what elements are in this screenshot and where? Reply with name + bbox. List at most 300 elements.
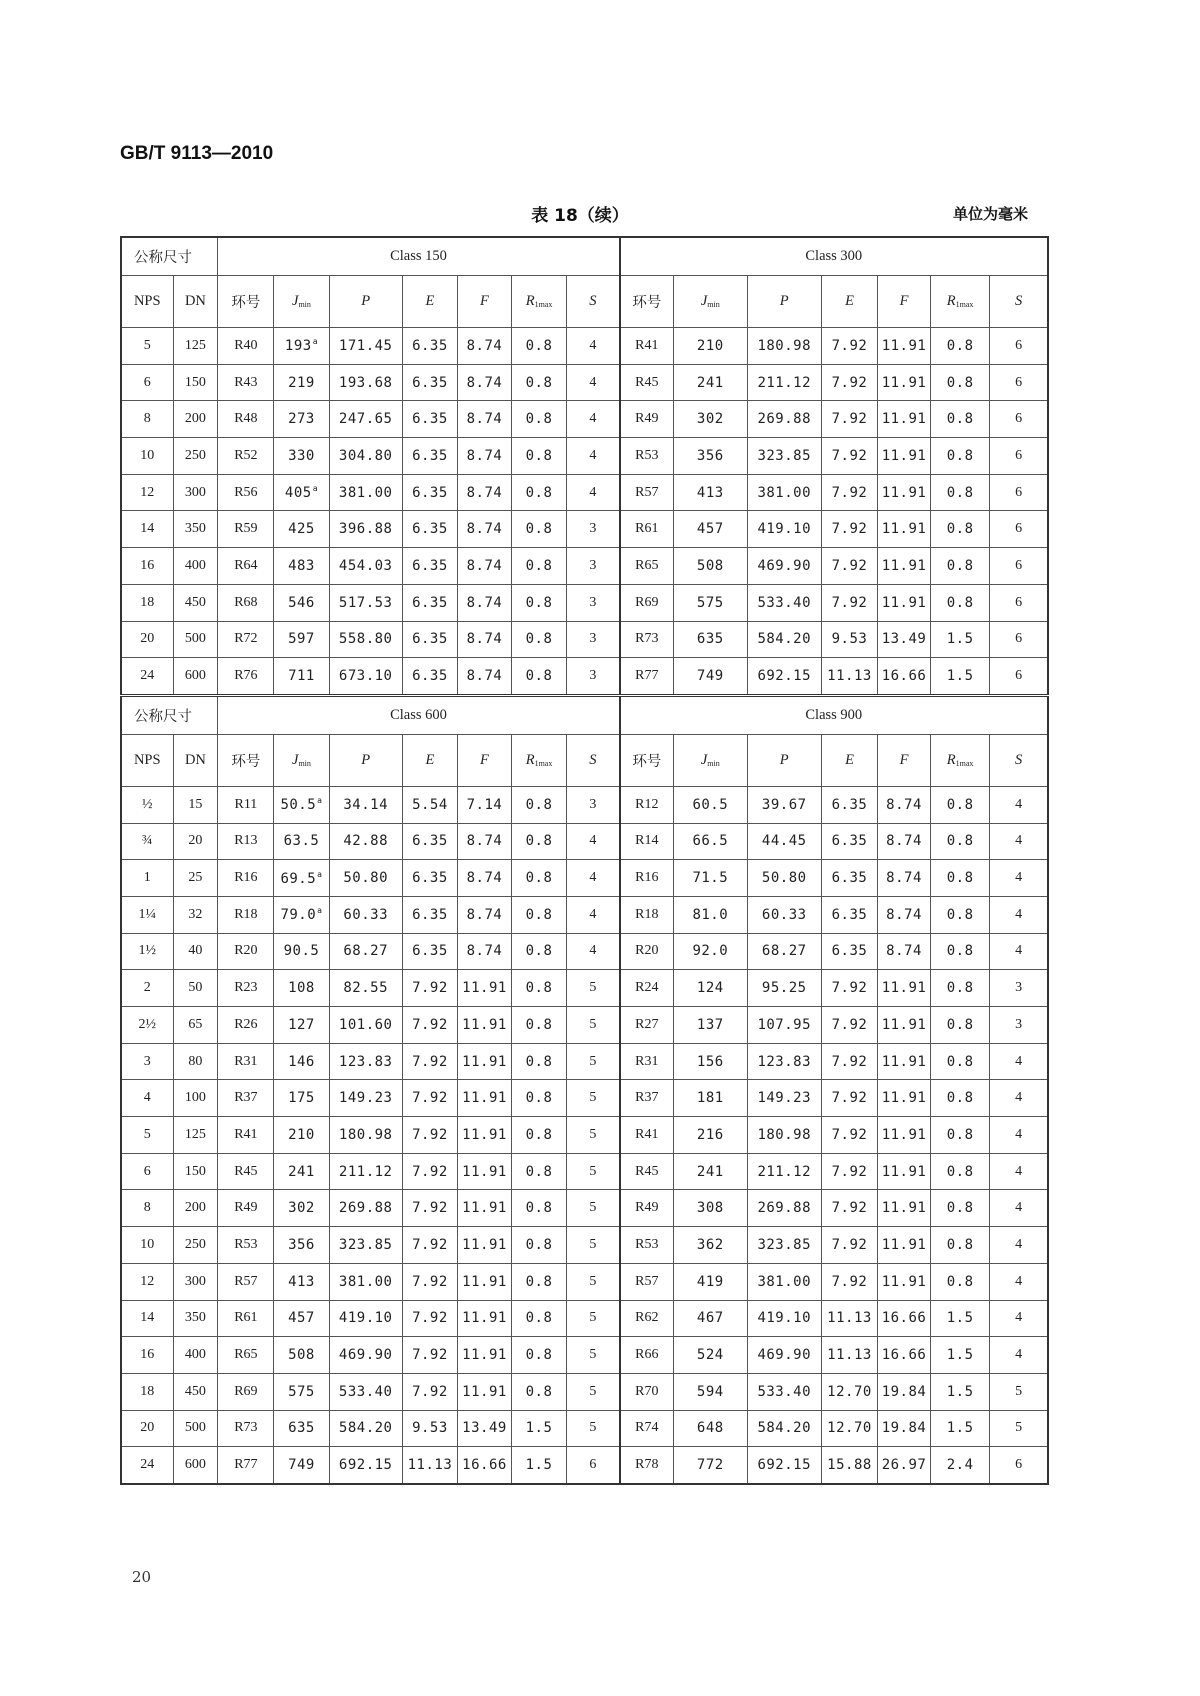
cell-s: 4 <box>990 1043 1048 1080</box>
e-header: E <box>402 276 457 328</box>
cell-s: 6 <box>990 511 1048 548</box>
cell-ring-no: R49 <box>620 401 674 438</box>
cell-jmin: 405$^a$ <box>274 474 329 511</box>
cell-f: 11.91 <box>457 970 511 1007</box>
cell-r1max: 0.8 <box>931 1007 990 1044</box>
cell-e: 6.35 <box>402 401 457 438</box>
cell-dn: 200 <box>173 1190 218 1227</box>
cell-jmin: 597 <box>274 621 329 658</box>
cell-r1max: 0.8 <box>512 511 567 548</box>
cell-r1max: 0.8 <box>512 1263 567 1300</box>
cell-ring-no: R66 <box>620 1337 674 1374</box>
cell-dn: 250 <box>173 1227 218 1264</box>
cell-f: 11.91 <box>878 1227 931 1264</box>
cell-r1max: 0.8 <box>931 860 990 897</box>
cell-s: 6 <box>990 1447 1048 1484</box>
cell-p: 269.88 <box>747 401 821 438</box>
cell-ring-no: R77 <box>218 1447 274 1484</box>
cell-e: 12.70 <box>821 1410 877 1447</box>
cell-jmin: 210 <box>674 328 747 365</box>
cell-e: 12.70 <box>821 1373 877 1410</box>
cell-ring-no: R49 <box>218 1190 274 1227</box>
cell-dn: 350 <box>173 1300 218 1337</box>
cell-e: 7.92 <box>821 438 877 475</box>
cell-r1max: 0.8 <box>931 896 990 933</box>
cell-s: 6 <box>990 438 1048 475</box>
cell-f: 7.14 <box>457 786 511 823</box>
cell-r1max: 0.8 <box>512 970 567 1007</box>
cell-dn: 15 <box>173 786 218 823</box>
cell-nps: 24 <box>121 1447 173 1484</box>
cell-e: 11.13 <box>821 658 877 696</box>
cell-ring-no: R78 <box>620 1447 674 1484</box>
cell-f: 11.91 <box>878 511 931 548</box>
cell-ring-no: R20 <box>218 933 274 970</box>
cell-p: 323.85 <box>747 438 821 475</box>
cell-ring-no: R14 <box>620 823 674 860</box>
cell-p: 180.98 <box>329 1117 402 1154</box>
cell-f: 11.91 <box>457 1300 511 1337</box>
cell-p: 50.80 <box>747 860 821 897</box>
cell-nps: 1 <box>121 860 173 897</box>
cell-ring-no: R65 <box>620 548 674 585</box>
cell-nps: 16 <box>121 1337 173 1374</box>
cell-p: 692.15 <box>747 658 821 696</box>
cell-ring-no: R77 <box>620 658 674 696</box>
cell-s: 4 <box>567 860 620 897</box>
cell-f: 8.74 <box>457 933 511 970</box>
cell-s: 4 <box>990 1190 1048 1227</box>
table-row <box>121 933 1048 970</box>
e-header: E <box>821 276 877 328</box>
cell-jmin: 749 <box>674 658 747 696</box>
cell-jmin: 60.5 <box>674 786 747 823</box>
cell-r1max: 0.8 <box>512 1043 567 1080</box>
cell-e: 6.35 <box>402 474 457 511</box>
cell-f: 8.74 <box>457 474 511 511</box>
table-row <box>121 896 1048 933</box>
cell-p: 533.40 <box>329 1373 402 1410</box>
cell-e: 6.35 <box>821 860 877 897</box>
cell-jmin: 413 <box>674 474 747 511</box>
cell-e: 7.92 <box>402 1153 457 1190</box>
cell-e: 6.35 <box>402 823 457 860</box>
cell-p: 149.23 <box>747 1080 821 1117</box>
table-row <box>121 1337 1048 1374</box>
cell-s: 3 <box>567 786 620 823</box>
cell-p: 419.10 <box>747 1300 821 1337</box>
cell-ring-no: R48 <box>218 401 274 438</box>
cell-r1max: 0.8 <box>512 548 567 585</box>
ring-no-header: 环号 <box>218 276 274 328</box>
cell-jmin: 108 <box>274 970 329 1007</box>
cell-p: 44.45 <box>747 823 821 860</box>
cell-e: 6.35 <box>821 786 877 823</box>
cell-jmin: 508 <box>274 1337 329 1374</box>
cell-f: 8.74 <box>457 401 511 438</box>
cell-jmin: 216 <box>674 1117 747 1154</box>
table-row <box>121 1007 1048 1044</box>
cell-p: 323.85 <box>747 1227 821 1264</box>
cell-s: 4 <box>990 1300 1048 1337</box>
right-class-header: Class 900 <box>620 695 1048 734</box>
cell-dn: 125 <box>173 1117 218 1154</box>
cell-s: 4 <box>567 364 620 401</box>
cell-ring-no: R69 <box>620 584 674 621</box>
cell-dn: 450 <box>173 1373 218 1410</box>
cell-p: 68.27 <box>747 933 821 970</box>
cell-e: 7.92 <box>821 1190 877 1227</box>
cell-jmin: 137 <box>674 1007 747 1044</box>
cell-nps: 8 <box>121 401 173 438</box>
cell-jmin: 81.0 <box>674 896 747 933</box>
table-row <box>121 584 1048 621</box>
cell-r1max: 0.8 <box>931 1043 990 1080</box>
cell-nps: ½ <box>121 786 173 823</box>
cell-s: 6 <box>990 401 1048 438</box>
cell-dn: 25 <box>173 860 218 897</box>
cell-s: 4 <box>567 823 620 860</box>
cell-nps: 18 <box>121 584 173 621</box>
cell-e: 7.92 <box>402 1080 457 1117</box>
cell-jmin: 193$^a$ <box>274 328 329 365</box>
cell-s: 3 <box>567 511 620 548</box>
cell-f: 11.91 <box>457 1007 511 1044</box>
cell-jmin: 50.5$^a$ <box>274 786 329 823</box>
cell-dn: 20 <box>173 823 218 860</box>
cell-ring-no: R57 <box>620 1263 674 1300</box>
cell-ring-no: R65 <box>218 1337 274 1374</box>
cell-jmin: 241 <box>674 364 747 401</box>
cell-s: 4 <box>990 1263 1048 1300</box>
cell-jmin: 330 <box>274 438 329 475</box>
cell-jmin: 483 <box>274 548 329 585</box>
cell-ring-no: R41 <box>620 1117 674 1154</box>
cell-nps: 6 <box>121 1153 173 1190</box>
table-row <box>121 621 1048 658</box>
cell-ring-no: R43 <box>218 364 274 401</box>
cell-dn: 80 <box>173 1043 218 1080</box>
cell-f: 8.74 <box>878 860 931 897</box>
cell-f: 11.91 <box>457 1373 511 1410</box>
cell-e: 7.92 <box>402 1300 457 1337</box>
cell-e: 7.92 <box>402 1117 457 1154</box>
cell-r1max: 0.8 <box>512 1007 567 1044</box>
cell-jmin: 79.0$^a$ <box>274 896 329 933</box>
cell-s: 5 <box>567 1190 620 1227</box>
cell-r1max: 1.5 <box>512 1410 567 1447</box>
cell-p: 95.25 <box>747 970 821 1007</box>
s-header: S <box>567 734 620 786</box>
cell-f: 11.91 <box>878 1263 931 1300</box>
p-header: P <box>747 734 821 786</box>
cell-jmin: 594 <box>674 1373 747 1410</box>
cell-s: 6 <box>990 364 1048 401</box>
table-row <box>121 548 1048 585</box>
cell-r1max: 0.8 <box>512 1190 567 1227</box>
cell-e: 7.92 <box>821 1007 877 1044</box>
cell-f: 11.91 <box>878 548 931 585</box>
cell-r1max: 2.4 <box>931 1447 990 1484</box>
r1max-header: $R_{1max}$ <box>512 276 567 328</box>
cell-ring-no: R37 <box>218 1080 274 1117</box>
cell-e: 7.92 <box>402 1337 457 1374</box>
cell-jmin: 127 <box>274 1007 329 1044</box>
cell-jmin: 156 <box>674 1043 747 1080</box>
cell-f: 11.91 <box>457 1043 511 1080</box>
cell-r1max: 0.8 <box>512 364 567 401</box>
cell-s: 6 <box>990 621 1048 658</box>
cell-jmin: 356 <box>674 438 747 475</box>
cell-dn: 65 <box>173 1007 218 1044</box>
cell-ring-no: R40 <box>218 328 274 365</box>
cell-ring-no: R12 <box>620 786 674 823</box>
cell-p: 469.90 <box>747 1337 821 1374</box>
cell-ring-no: R62 <box>620 1300 674 1337</box>
s-header: S <box>990 276 1048 328</box>
table-row <box>121 1153 1048 1190</box>
cell-jmin: 210 <box>274 1117 329 1154</box>
cell-e: 7.92 <box>402 1043 457 1080</box>
cell-p: 584.20 <box>747 1410 821 1447</box>
cell-r1max: 1.5 <box>931 621 990 658</box>
cell-nps: ¾ <box>121 823 173 860</box>
cell-ring-no: R41 <box>620 328 674 365</box>
cell-f: 26.97 <box>878 1447 931 1484</box>
cell-f: 8.74 <box>457 548 511 585</box>
cell-e: 6.35 <box>821 933 877 970</box>
cell-p: 123.83 <box>329 1043 402 1080</box>
cell-nps: 5 <box>121 328 173 365</box>
cell-e: 11.13 <box>821 1337 877 1374</box>
cell-f: 11.91 <box>457 1337 511 1374</box>
cell-f: 16.66 <box>457 1447 511 1484</box>
cell-e: 6.35 <box>402 364 457 401</box>
cell-e: 7.92 <box>821 1153 877 1190</box>
cell-dn: 500 <box>173 621 218 658</box>
cell-ring-no: R31 <box>218 1043 274 1080</box>
table-row <box>121 1227 1048 1264</box>
e-header: E <box>402 734 457 786</box>
dn-header: DN <box>173 276 218 328</box>
cell-dn: 100 <box>173 1080 218 1117</box>
cell-r1max: 0.8 <box>512 1227 567 1264</box>
cell-f: 11.91 <box>878 584 931 621</box>
cell-p: 269.88 <box>747 1190 821 1227</box>
cell-f: 8.74 <box>457 511 511 548</box>
column-header-row <box>121 734 1048 786</box>
cell-jmin: 546 <box>274 584 329 621</box>
cell-ring-no: R45 <box>218 1153 274 1190</box>
cell-r1max: 0.8 <box>931 364 990 401</box>
cell-s: 4 <box>990 933 1048 970</box>
e-header: E <box>821 734 877 786</box>
table-row <box>121 511 1048 548</box>
standard-code: GB/T 9113—2010 <box>120 143 274 164</box>
cell-s: 4 <box>990 823 1048 860</box>
cell-f: 8.74 <box>457 328 511 365</box>
table-row <box>121 1043 1048 1080</box>
cell-p: 533.40 <box>747 584 821 621</box>
cell-p: 50.80 <box>329 860 402 897</box>
table-row <box>121 1300 1048 1337</box>
cell-jmin: 711 <box>274 658 329 696</box>
cell-s: 4 <box>990 1227 1048 1264</box>
cell-e: 6.35 <box>402 860 457 897</box>
table-row <box>121 786 1048 823</box>
cell-dn: 250 <box>173 438 218 475</box>
cell-p: 381.00 <box>329 474 402 511</box>
table-row <box>121 328 1048 365</box>
f-header: F <box>457 276 511 328</box>
cell-e: 6.35 <box>402 511 457 548</box>
cell-r1max: 1.5 <box>931 658 990 696</box>
cell-e: 7.92 <box>821 1043 877 1080</box>
cell-r1max: 0.8 <box>931 1227 990 1264</box>
cell-p: 419.10 <box>329 1300 402 1337</box>
cell-s: 3 <box>990 1007 1048 1044</box>
table-row <box>121 364 1048 401</box>
cell-p: 39.67 <box>747 786 821 823</box>
cell-e: 9.53 <box>821 621 877 658</box>
cell-ring-no: R72 <box>218 621 274 658</box>
cell-dn: 400 <box>173 548 218 585</box>
cell-s: 4 <box>567 328 620 365</box>
cell-p: 558.80 <box>329 621 402 658</box>
cell-e: 9.53 <box>402 1410 457 1447</box>
cell-dn: 500 <box>173 1410 218 1447</box>
page-number: 20 <box>132 1568 152 1586</box>
cell-f: 16.66 <box>878 658 931 696</box>
cell-p: 381.00 <box>329 1263 402 1300</box>
cell-nps: 20 <box>121 1410 173 1447</box>
nominal-size-header: 公称尺寸 <box>121 237 218 276</box>
left-class-header: Class 600 <box>218 695 620 734</box>
cell-jmin: 302 <box>674 401 747 438</box>
cell-s: 3 <box>567 584 620 621</box>
cell-p: 396.88 <box>329 511 402 548</box>
cell-e: 6.35 <box>402 548 457 585</box>
cell-jmin: 457 <box>674 511 747 548</box>
cell-p: 584.20 <box>329 1410 402 1447</box>
cell-jmin: 308 <box>674 1190 747 1227</box>
cell-e: 6.35 <box>821 896 877 933</box>
table-row <box>121 1117 1048 1154</box>
cell-f: 11.91 <box>457 1153 511 1190</box>
cell-dn: 200 <box>173 401 218 438</box>
cell-f: 19.84 <box>878 1410 931 1447</box>
table-row <box>121 1263 1048 1300</box>
cell-p: 304.80 <box>329 438 402 475</box>
cell-f: 8.74 <box>878 933 931 970</box>
cell-nps: 2½ <box>121 1007 173 1044</box>
nps-header: NPS <box>121 734 173 786</box>
cell-s: 5 <box>567 1153 620 1190</box>
cell-e: 7.92 <box>821 364 877 401</box>
table-row <box>121 474 1048 511</box>
cell-r1max: 0.8 <box>512 401 567 438</box>
cell-p: 381.00 <box>747 474 821 511</box>
cell-ring-no: R49 <box>620 1190 674 1227</box>
ring-joint-table <box>120 236 1049 1485</box>
cell-f: 11.91 <box>878 401 931 438</box>
cell-e: 7.92 <box>402 970 457 1007</box>
cell-f: 8.74 <box>457 658 511 696</box>
cell-dn: 300 <box>173 474 218 511</box>
f-header: F <box>878 734 931 786</box>
cell-jmin: 648 <box>674 1410 747 1447</box>
cell-e: 6.35 <box>402 658 457 696</box>
cell-p: 193.68 <box>329 364 402 401</box>
cell-r1max: 0.8 <box>931 1263 990 1300</box>
cell-s: 6 <box>990 658 1048 696</box>
cell-ring-no: R16 <box>218 860 274 897</box>
cell-jmin: 146 <box>274 1043 329 1080</box>
cell-s: 4 <box>990 1153 1048 1190</box>
cell-e: 11.13 <box>402 1447 457 1484</box>
cell-nps: 1¼ <box>121 896 173 933</box>
cell-jmin: 71.5 <box>674 860 747 897</box>
cell-ring-no: R24 <box>620 970 674 1007</box>
cell-jmin: 413 <box>274 1263 329 1300</box>
cell-dn: 125 <box>173 328 218 365</box>
cell-r1max: 0.8 <box>931 1080 990 1117</box>
cell-f: 11.91 <box>878 328 931 365</box>
cell-nps: 5 <box>121 1117 173 1154</box>
cell-jmin: 575 <box>674 584 747 621</box>
table-row <box>121 860 1048 897</box>
cell-jmin: 749 <box>274 1447 329 1484</box>
cell-r1max: 0.8 <box>512 823 567 860</box>
cell-f: 8.74 <box>878 823 931 860</box>
cell-r1max: 0.8 <box>512 1080 567 1117</box>
cell-f: 19.84 <box>878 1373 931 1410</box>
cell-f: 11.91 <box>878 1190 931 1227</box>
cell-r1max: 0.8 <box>931 511 990 548</box>
cell-r1max: 0.8 <box>931 328 990 365</box>
cell-e: 6.35 <box>821 823 877 860</box>
jmin-header: $J_{min}$ <box>674 734 747 786</box>
cell-r1max: 0.8 <box>931 548 990 585</box>
cell-nps: 12 <box>121 474 173 511</box>
cell-s: 4 <box>567 896 620 933</box>
cell-f: 11.91 <box>878 1080 931 1117</box>
cell-s: 3 <box>990 970 1048 1007</box>
cell-nps: 24 <box>121 658 173 696</box>
cell-e: 6.35 <box>402 438 457 475</box>
cell-f: 11.91 <box>457 1117 511 1154</box>
cell-r1max: 0.8 <box>931 1190 990 1227</box>
class-header-row <box>121 237 1048 276</box>
cell-dn: 300 <box>173 1263 218 1300</box>
cell-f: 8.74 <box>457 584 511 621</box>
cell-s: 5 <box>567 1080 620 1117</box>
cell-p: 381.00 <box>747 1263 821 1300</box>
cell-s: 5 <box>567 1263 620 1300</box>
cell-f: 8.74 <box>457 896 511 933</box>
cell-r1max: 0.8 <box>512 474 567 511</box>
cell-jmin: 508 <box>674 548 747 585</box>
cell-ring-no: R45 <box>620 1153 674 1190</box>
cell-f: 13.49 <box>457 1410 511 1447</box>
cell-r1max: 0.8 <box>931 933 990 970</box>
cell-p: 211.12 <box>747 364 821 401</box>
cell-jmin: 635 <box>274 1410 329 1447</box>
cell-p: 469.90 <box>747 548 821 585</box>
cell-e: 7.92 <box>821 1227 877 1264</box>
cell-r1max: 0.8 <box>512 786 567 823</box>
cell-ring-no: R68 <box>218 584 274 621</box>
